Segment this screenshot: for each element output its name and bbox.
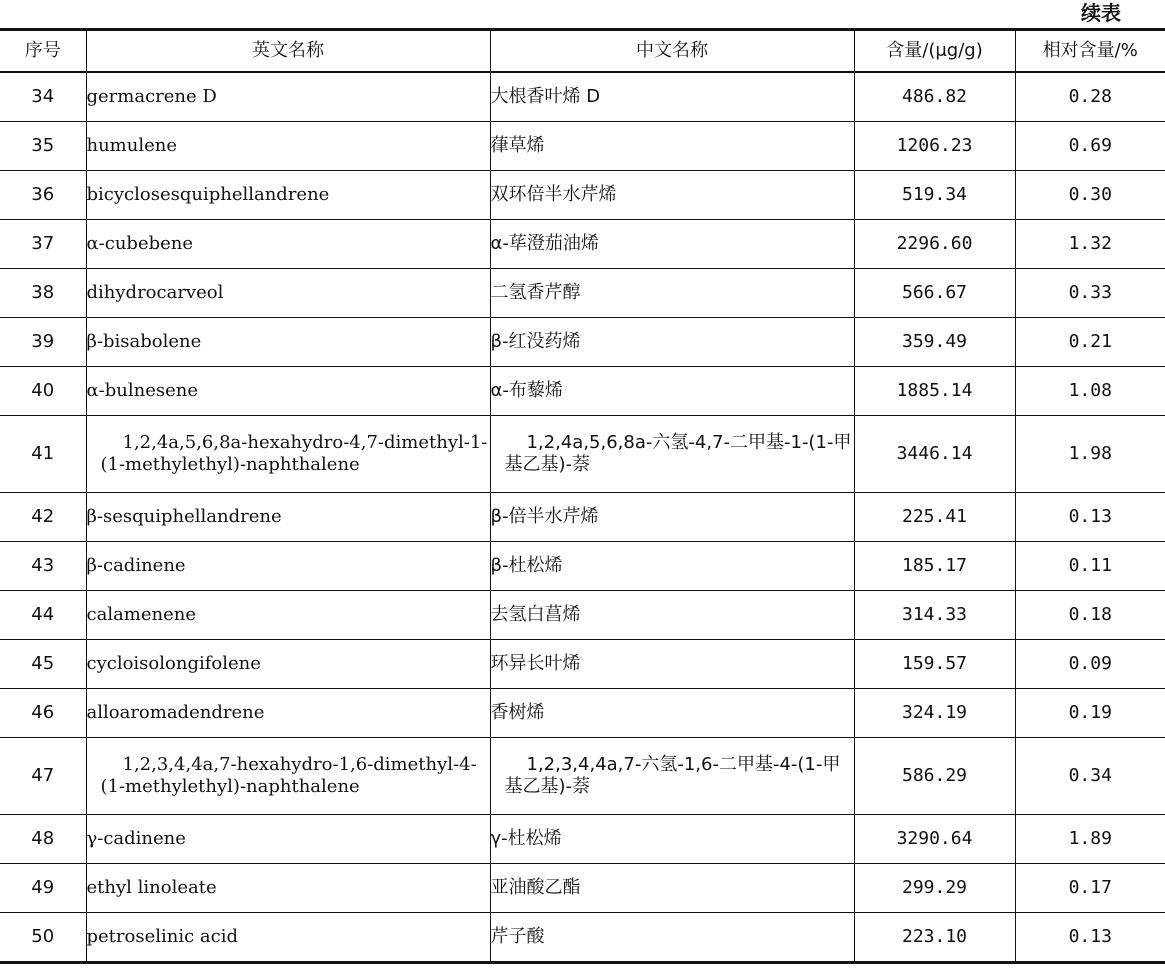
cell-relative-content: 0.21 [1015,318,1165,367]
compound-table [0,28,1165,964]
cell-relative-content: 0.69 [1015,122,1165,171]
cell-relative-content: 0.11 [1015,542,1165,591]
cell-relative-content: 0.19 [1015,689,1165,738]
cell-index: 42 [0,493,86,542]
table-row [0,493,1165,542]
cell-index: 49 [0,864,86,913]
table-row [0,689,1165,738]
cell-relative-content: 0.33 [1015,269,1165,318]
cell-english-name: α-cubebene [86,220,490,269]
cell-content: 3446.14 [854,416,1015,493]
cell-relative-content: 0.30 [1015,171,1165,220]
cell-index: 39 [0,318,86,367]
cell-content: 324.19 [854,689,1015,738]
cell-relative-content: 1.32 [1015,220,1165,269]
cell-content: 1206.23 [854,122,1015,171]
cell-content: 1885.14 [854,367,1015,416]
cell-content: 486.82 [854,72,1015,122]
cell-content: 2296.60 [854,220,1015,269]
cell-chinese-name: β-倍半水芹烯 [490,493,854,542]
cell-content: 586.29 [854,738,1015,815]
cell-content: 299.29 [854,864,1015,913]
table-row [0,542,1165,591]
header-relative-content: 相对含量/% [1015,30,1165,73]
cell-chinese-name: 芹子酸 [490,913,854,963]
cell-index: 44 [0,591,86,640]
cell-relative-content: 0.28 [1015,72,1165,122]
cell-index: 45 [0,640,86,689]
table-continued-caption: 续表 [1081,1,1121,25]
table-row [0,72,1165,122]
cell-index: 34 [0,72,86,122]
cell-chinese-name: 环异长叶烯 [490,640,854,689]
table-body [0,72,1165,963]
header-row [0,30,1165,73]
cell-index: 47 [0,738,86,815]
cell-relative-content: 0.13 [1015,493,1165,542]
cell-relative-content: 1.89 [1015,815,1165,864]
cell-chinese-name: β-红没药烯 [490,318,854,367]
cell-content: 519.34 [854,171,1015,220]
cell-chinese-name: α-荜澄茄油烯 [490,220,854,269]
cell-chinese-name: 香树烯 [490,689,854,738]
header-content: 含量/(μg/g) [854,30,1015,73]
cell-index: 46 [0,689,86,738]
cell-content: 314.33 [854,591,1015,640]
table-row [0,913,1165,963]
cell-chinese-name: 大根香叶烯 D [490,72,854,122]
table-row [0,738,1165,815]
cell-relative-content: 1.08 [1015,367,1165,416]
cell-index: 48 [0,815,86,864]
cell-relative-content: 0.17 [1015,864,1165,913]
cell-relative-content: 0.13 [1015,913,1165,963]
cell-relative-content: 0.34 [1015,738,1165,815]
table-row [0,416,1165,493]
cell-chinese-name: 二氢香芹醇 [490,269,854,318]
cell-english-name: γ-cadinene [86,815,490,864]
table-row [0,122,1165,171]
cell-english-name: ethyl linoleate [86,864,490,913]
header-chinese-name: 中文名称 [490,30,854,73]
cell-chinese-name: 1,2,4a,5,6,8a-六氢-4,7-二甲基-1-(1-甲基乙基)-萘 [490,416,854,493]
header-index: 序号 [0,30,86,73]
cell-index: 40 [0,367,86,416]
table-header [0,30,1165,73]
cell-relative-content: 1.98 [1015,416,1165,493]
table-row [0,815,1165,864]
table-row [0,318,1165,367]
cell-english-name: humulene [86,122,490,171]
cell-index: 41 [0,416,86,493]
cell-chinese-name: β-杜松烯 [490,542,854,591]
cell-index: 50 [0,913,86,963]
cell-english-name: 1,2,4a,5,6,8a-hexahydro-4,7-dimethyl-1-(1-methylethyl)-naphthalene [86,416,490,493]
cell-index: 37 [0,220,86,269]
cell-english-name: dihydrocarveol [86,269,490,318]
cell-chinese-name: γ-杜松烯 [490,815,854,864]
table-row [0,591,1165,640]
cell-english-name: alloaromadendrene [86,689,490,738]
cell-english-name: α-bulnesene [86,367,490,416]
cell-english-name: β-sesquiphellandrene [86,493,490,542]
cell-chinese-name: 双环倍半水芹烯 [490,171,854,220]
cell-english-name: cycloisolongifolene [86,640,490,689]
table-row [0,220,1165,269]
cell-content: 225.41 [854,493,1015,542]
cell-content: 223.10 [854,913,1015,963]
cell-chinese-name: 葎草烯 [490,122,854,171]
table-row [0,367,1165,416]
table-row [0,864,1165,913]
cell-content: 3290.64 [854,815,1015,864]
cell-chinese-name: 亚油酸乙酯 [490,864,854,913]
cell-english-name: calamenene [86,591,490,640]
cell-english-name: 1,2,3,4,4a,7-hexahydro-1,6-dimethyl-4-(1-methylethyl)-naphthalene [86,738,490,815]
cell-content: 566.67 [854,269,1015,318]
cell-english-name: germacrene D [86,72,490,122]
header-english-name: 英文名称 [86,30,490,73]
table-row [0,640,1165,689]
table-row [0,269,1165,318]
cell-content: 185.17 [854,542,1015,591]
cell-content: 359.49 [854,318,1015,367]
cell-chinese-name: 1,2,3,4,4a,7-六氢-1,6-二甲基-4-(1-甲基乙基)-萘 [490,738,854,815]
cell-english-name: β-bisabolene [86,318,490,367]
cell-english-name: petroselinic acid [86,913,490,963]
cell-content: 159.57 [854,640,1015,689]
cell-index: 35 [0,122,86,171]
cell-index: 43 [0,542,86,591]
cell-relative-content: 0.18 [1015,591,1165,640]
cell-chinese-name: α-布藜烯 [490,367,854,416]
cell-relative-content: 0.09 [1015,640,1165,689]
cell-chinese-name: 去氢白菖烯 [490,591,854,640]
cell-index: 36 [0,171,86,220]
cell-english-name: β-cadinene [86,542,490,591]
table-row [0,171,1165,220]
cell-index: 38 [0,269,86,318]
cell-english-name: bicyclosesquiphellandrene [86,171,490,220]
